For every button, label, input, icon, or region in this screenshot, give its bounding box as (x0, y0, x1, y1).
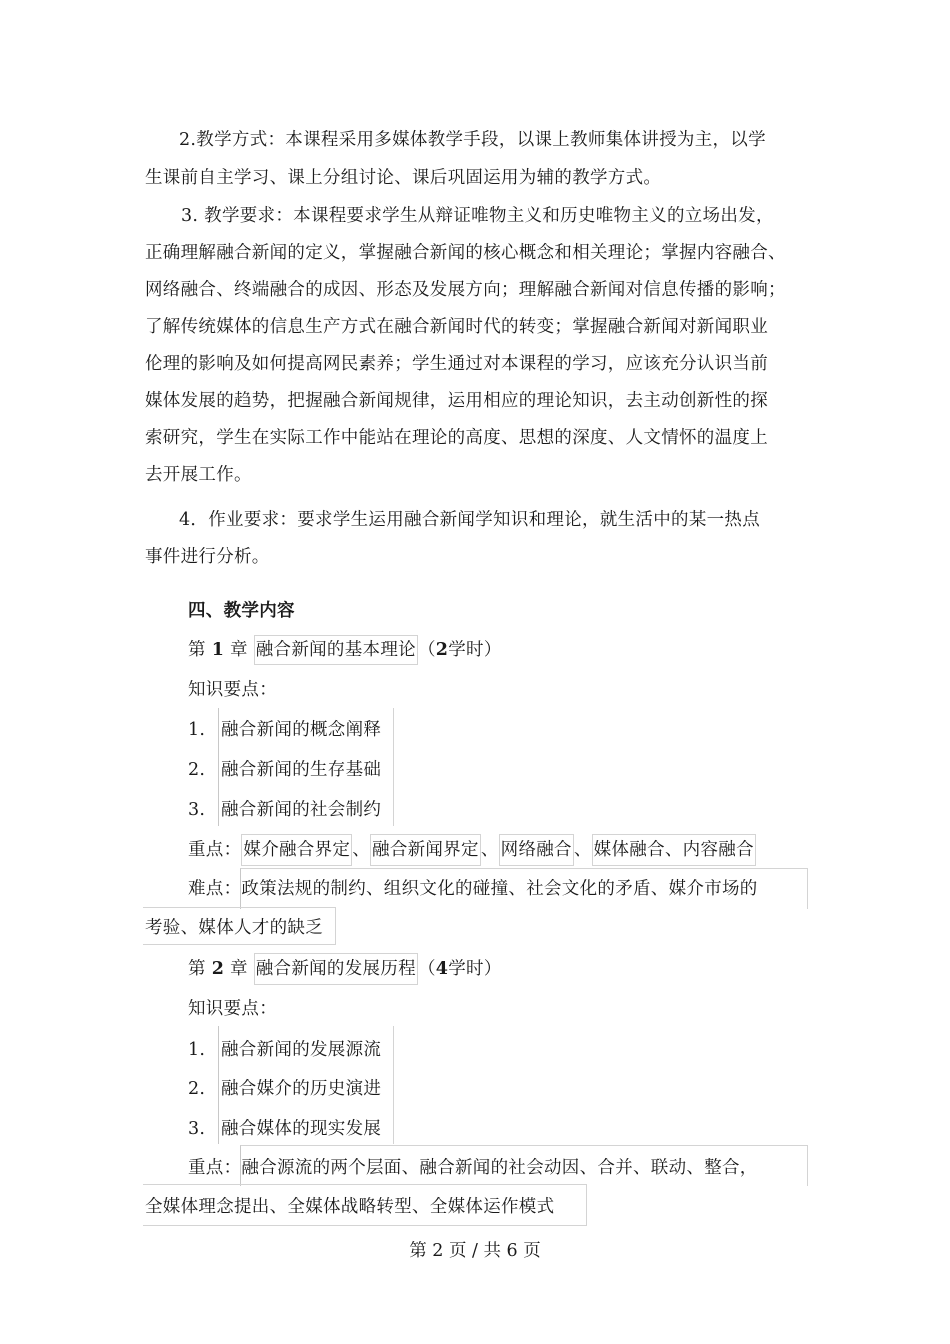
chapter1-key-points (188, 839, 756, 861)
chapter1-number: 1 (211, 640, 225, 660)
chapter1-title: 融合新闻的基本理论 (254, 635, 418, 665)
chapter1-difficulty-text: 政策法规的制约、组织文化的碰撞、社会文化的矛盾、媒介市场的 (241, 879, 758, 899)
section-heading: 四、教学内容 (188, 601, 295, 621)
chapter2-item3-number: 3. (188, 1119, 206, 1139)
key-news-convergence: 融合新闻界定 (370, 834, 481, 866)
para-teaching-req-line1: 3. 教学要求：本课程要求学生从辩证唯物主义和历史唯物主义的立场出发， (181, 206, 774, 226)
chapter2-item2-text: 融合媒介的历史演进 (221, 1079, 382, 1099)
para-homework-line2: 事件进行分析。 (145, 547, 270, 567)
chapter1-item2-number: 2. (188, 760, 206, 780)
chapter1-hours: 2 (435, 640, 449, 660)
chapter2-hours-close: 学时） (448, 959, 502, 979)
key-network-convergence: 网络融合 (499, 834, 574, 866)
chapter2-points-label: 知识要点： (188, 999, 277, 1019)
chapter1-hours-close: 学时） (448, 640, 502, 660)
chapter1-points-label: 知识要点： (188, 680, 277, 700)
chapter1-title-line (188, 639, 502, 661)
chapter2-prefix: 第 (188, 959, 206, 979)
para-teaching-method-line1: 2.教学方式：本课程采用多媒体教学手段，以课上教师集体讲授为主，以学 (179, 130, 766, 150)
para-teaching-req-line5: 伦理的影响及如何提高网民素养；学生通过对本课程的学习，应该充分认识当前 (145, 354, 768, 374)
chapter1-difficulty-label: 难点： (188, 879, 242, 899)
chapter2-item3-text: 融合媒体的现实发展 (221, 1119, 382, 1139)
para-teaching-req-line2: 正确理解融合新闻的定义，掌握融合新闻的核心概念和相关理论；掌握内容融合、 (145, 243, 786, 263)
chapter1-item3-number: 3. (188, 800, 206, 820)
chapter1-item2-text: 融合新闻的生存基础 (221, 760, 382, 780)
chapter2-hours-open: （ (417, 959, 436, 979)
chapter2-title: 融合新闻的发展历程 (254, 953, 418, 985)
chapter1-hours-open: （ (417, 640, 436, 660)
page-footer: 第 2 页 / 共 6 页 (409, 1241, 541, 1261)
para-teaching-method-line2: 生课前自主学习、课上分组讨论、课后巩固运用为辅的教学方式。 (145, 168, 662, 188)
para-teaching-req-line6: 媒体发展的趋势，把握融合新闻规律，运用相应的理论知识，去主动创新性的探 (145, 391, 768, 411)
para-teaching-req-line3: 网络融合、终端融合的成因、形态及发展方向；理解融合新闻对信息传播的影响； (145, 280, 786, 300)
chapter2-key-line2: 全媒体理念提出、全媒体战略转型、全媒体运作模式 (145, 1197, 555, 1217)
chapter1-item1-text: 融合新闻的概念阐释 (221, 720, 382, 740)
key-sep-2: 、 (480, 840, 499, 860)
para-teaching-req-line7: 索研究，学生在实际工作中能站在理论的高度、思想的深度、人文情怀的温度上 (145, 428, 768, 448)
para-teaching-req-line4: 了解传统媒体的信息生产方式在融合新闻时代的转变；掌握融合新闻对新闻职业 (145, 317, 768, 337)
key-sep-1: 、 (352, 840, 371, 860)
chapter1-difficulty-line1 (188, 878, 758, 900)
chapter2-number: 2 (211, 959, 225, 979)
chapter2-hours: 4 (435, 959, 449, 979)
chapter2-item2-number: 2. (188, 1079, 206, 1099)
chapter1-item1-number: 1. (188, 720, 206, 740)
para-homework-line1: 4．作业要求：要求学生运用融合新闻学知识和理论，就生活中的某一热点 (179, 510, 761, 530)
chapter1-difficulty-line2: 考验、媒体人才的缺乏 (145, 918, 323, 938)
chapter2-suffix: 章 (230, 959, 248, 979)
chapter1-key-label: 重点： (188, 840, 242, 860)
chapter2-key-line1 (188, 1157, 758, 1179)
chapter1-prefix: 第 (188, 640, 206, 660)
key-media-content-convergence: 媒体融合、内容融合 (592, 834, 756, 866)
chapter2-item1-text: 融合新闻的发展源流 (221, 1040, 382, 1060)
chapter2-key-text: 融合源流的两个层面、融合新闻的社会动因、合并、联动、整合， (241, 1158, 758, 1178)
chapter2-key-label: 重点： (188, 1158, 242, 1178)
para-teaching-req-line8: 去开展工作。 (145, 465, 252, 485)
key-sep-3: 、 (573, 840, 592, 860)
key-media-convergence: 媒介融合界定 (241, 834, 352, 866)
chapter2-item1-number: 1. (188, 1040, 206, 1060)
chapter1-suffix: 章 (230, 640, 248, 660)
chapter1-item3-text: 融合新闻的社会制约 (221, 800, 382, 820)
chapter2-title-line (188, 958, 502, 980)
